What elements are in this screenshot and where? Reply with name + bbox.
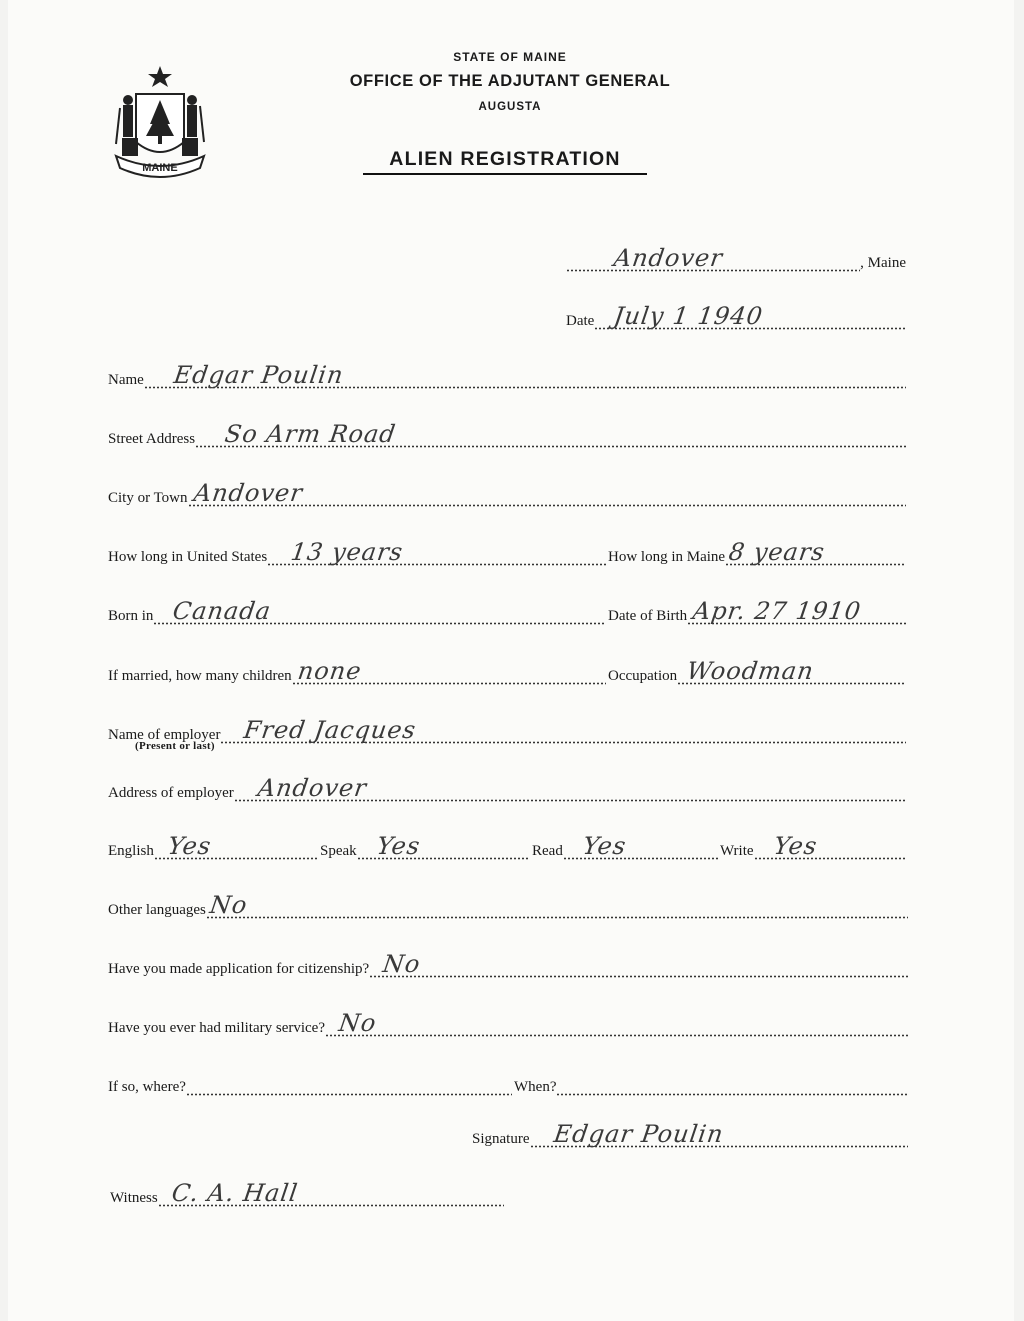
- children-label: If married, how many children: [108, 668, 292, 684]
- name-row: [108, 361, 906, 389]
- city-field[interactable]: [188, 479, 906, 507]
- name-field[interactable]: [144, 361, 906, 389]
- where-row: [108, 1074, 512, 1096]
- children-field[interactable]: [292, 657, 606, 685]
- speak-field[interactable]: [357, 832, 530, 860]
- name-label: Name: [108, 372, 144, 388]
- other-languages-label: Other languages: [108, 902, 206, 918]
- occupation-value: Woodman: [685, 657, 816, 685]
- read-field[interactable]: [563, 832, 718, 860]
- signature-label: Signature: [472, 1131, 530, 1147]
- citizenship-field[interactable]: [369, 950, 908, 978]
- where-field[interactable]: [186, 1076, 512, 1096]
- street-label: Street Address: [108, 431, 196, 447]
- write-field[interactable]: [754, 832, 906, 860]
- date-label: Date: [566, 313, 595, 329]
- other-languages-value: No: [207, 891, 250, 919]
- when-field[interactable]: [556, 1076, 908, 1096]
- military-row: [108, 1009, 908, 1037]
- employer-address-label: Address of employer: [108, 785, 234, 801]
- signature-value: Edgar Poulin: [551, 1120, 726, 1148]
- other-languages-field[interactable]: [206, 891, 908, 919]
- read-row: [532, 832, 718, 860]
- place-suffix: , Maine: [860, 255, 906, 271]
- date-row: [566, 302, 906, 330]
- citizenship-value: No: [381, 950, 423, 978]
- read-value: Yes: [580, 832, 629, 860]
- us-time-label: How long in United States: [108, 549, 268, 565]
- street-value: So Arm Road: [223, 420, 398, 448]
- maine-time-value: 8 years: [727, 538, 827, 566]
- speak-label: Speak: [320, 843, 357, 859]
- maine-time-field[interactable]: [725, 538, 906, 566]
- date-value: July 1 1940: [612, 302, 766, 330]
- street-row: [108, 420, 906, 448]
- occupation-label: Occupation: [608, 668, 678, 684]
- write-row: [720, 832, 906, 860]
- maine-time-label: How long in Maine: [608, 549, 726, 565]
- witness-row: [110, 1179, 504, 1207]
- children-value: none: [295, 657, 364, 685]
- children-row: [108, 657, 606, 685]
- header-office: OFFICE OF THE ADJUTANT GENERAL: [349, 72, 671, 90]
- city-value: Andover: [191, 479, 305, 507]
- header-state: STATE OF MAINE: [453, 50, 567, 64]
- occupation-row: [608, 657, 906, 685]
- us-time-row: [108, 538, 606, 566]
- military-value: No: [337, 1009, 379, 1037]
- speak-row: [320, 832, 530, 860]
- where-label: If so, where?: [108, 1079, 186, 1095]
- born-field[interactable]: [153, 597, 606, 625]
- header-city: AUGUSTA: [478, 101, 542, 113]
- employer-field[interactable]: [220, 716, 906, 744]
- dob-value: Apr. 27 1910: [691, 597, 864, 625]
- speak-value: Yes: [374, 832, 422, 860]
- military-field[interactable]: [325, 1009, 908, 1037]
- read-label: Read: [532, 843, 563, 859]
- employer-row: [108, 716, 906, 744]
- when-row: [514, 1074, 908, 1096]
- maine-time-row: [608, 538, 906, 566]
- witness-label: Witness: [110, 1190, 158, 1206]
- maine-state-seal-icon: [108, 64, 212, 184]
- svg-text:MAINE: MAINE: [142, 162, 178, 174]
- witness-value: C. A. Hall: [169, 1179, 300, 1207]
- date-field[interactable]: [594, 302, 906, 330]
- english-label: English: [108, 843, 154, 859]
- us-time-field[interactable]: [267, 538, 606, 566]
- citizenship-label: Have you made application for citizenship?: [108, 961, 370, 977]
- place-row: [566, 244, 906, 272]
- employer-address-row: [108, 774, 906, 802]
- english-value: Yes: [165, 832, 214, 860]
- street-field[interactable]: [195, 420, 906, 448]
- english-row: [108, 832, 318, 860]
- born-label: Born in: [108, 608, 154, 624]
- born-row: [108, 597, 606, 625]
- employer-address-field[interactable]: [234, 774, 906, 802]
- dob-row: [608, 597, 906, 625]
- born-value: Canada: [171, 597, 274, 625]
- write-value: Yes: [771, 832, 819, 860]
- place-field[interactable]: [566, 244, 860, 272]
- employer-value: Fred Jacques: [242, 716, 419, 744]
- dob-label: Date of Birth: [608, 608, 688, 624]
- signature-row: [472, 1120, 908, 1148]
- us-time-value: 13 years: [289, 538, 406, 566]
- place-value: Andover: [612, 244, 725, 272]
- when-label: When?: [514, 1079, 557, 1095]
- witness-field[interactable]: [158, 1179, 504, 1207]
- registration-form-page: [8, 0, 1014, 1321]
- employer-sublabel: (Present or last): [135, 740, 215, 752]
- occupation-field[interactable]: [677, 657, 906, 685]
- city-label: City or Town: [108, 490, 188, 506]
- city-row: [108, 479, 906, 507]
- employer-label: Name of employer: [108, 727, 221, 743]
- military-label: Have you ever had military service?: [108, 1020, 325, 1036]
- form-title: ALIEN REGISTRATION: [363, 148, 647, 175]
- english-field[interactable]: [154, 832, 318, 860]
- write-label: Write: [720, 843, 754, 859]
- name-value: Edgar Poulin: [171, 361, 346, 389]
- employer-address-value: Andover: [255, 774, 369, 802]
- other-languages-row: [108, 891, 908, 919]
- citizenship-row: [108, 950, 908, 978]
- signature-field[interactable]: [530, 1120, 909, 1148]
- dob-field[interactable]: [687, 597, 906, 625]
